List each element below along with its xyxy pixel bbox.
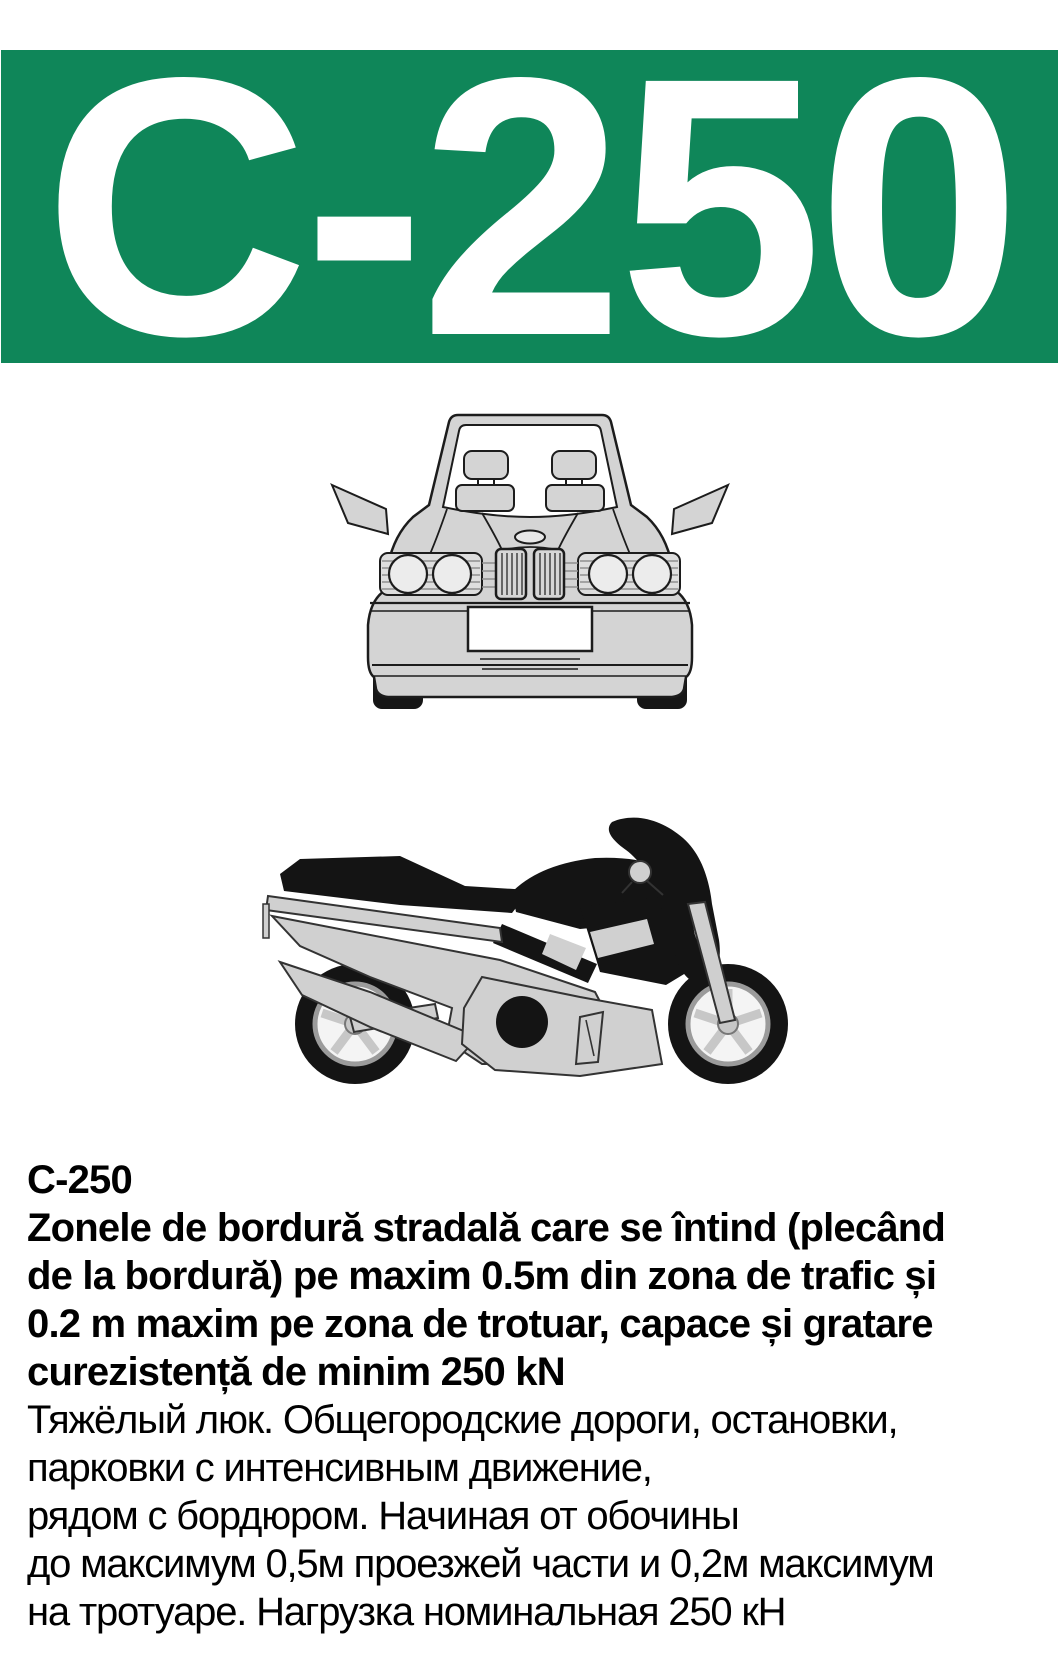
class-banner xyxy=(1,1,1058,412)
moto-front-wheel xyxy=(668,964,788,1084)
car-illustration xyxy=(330,413,730,713)
moto-engine xyxy=(496,996,548,1048)
description-line-ro-4: curezistență de minim 250 kN xyxy=(27,1350,565,1394)
car-emblem xyxy=(515,531,545,544)
class-banner-title: C-250 xyxy=(43,1,1016,412)
description-line-ro-3: 0.2 m maxim pe zona de trotuar, capace și gratare xyxy=(27,1302,933,1346)
motorcycle-side-view-icon xyxy=(250,812,795,1087)
description-line-ro-1: Zonele de bordură stradală care se întind (plecând xyxy=(27,1206,946,1250)
description-line-ru-3: рядом с бордюром. Начиная от обочины xyxy=(27,1494,739,1538)
description-line-ru-2: парковки с интенсивным движение, xyxy=(27,1446,652,1490)
description-block xyxy=(27,1156,1047,1636)
description-line-ro-2: de la bordură) pe maxim 0.5m din zona de trafic și xyxy=(27,1254,937,1298)
car-front-view-icon xyxy=(330,413,730,713)
motorcycle-illustration xyxy=(250,812,795,1087)
description-line-ru-4: до максимум 0,5м проезжей части и 0,2м максимум xyxy=(27,1542,934,1586)
car-license-plate xyxy=(468,607,592,651)
description-line-ru-1: Тяжёлый люк. Общегородские дороги, остановки, xyxy=(27,1398,898,1442)
description-line-ru-5: на тротуаре. Нагрузка номинальная 250 кН xyxy=(27,1590,786,1634)
description-heading: C-250 xyxy=(27,1158,132,1202)
